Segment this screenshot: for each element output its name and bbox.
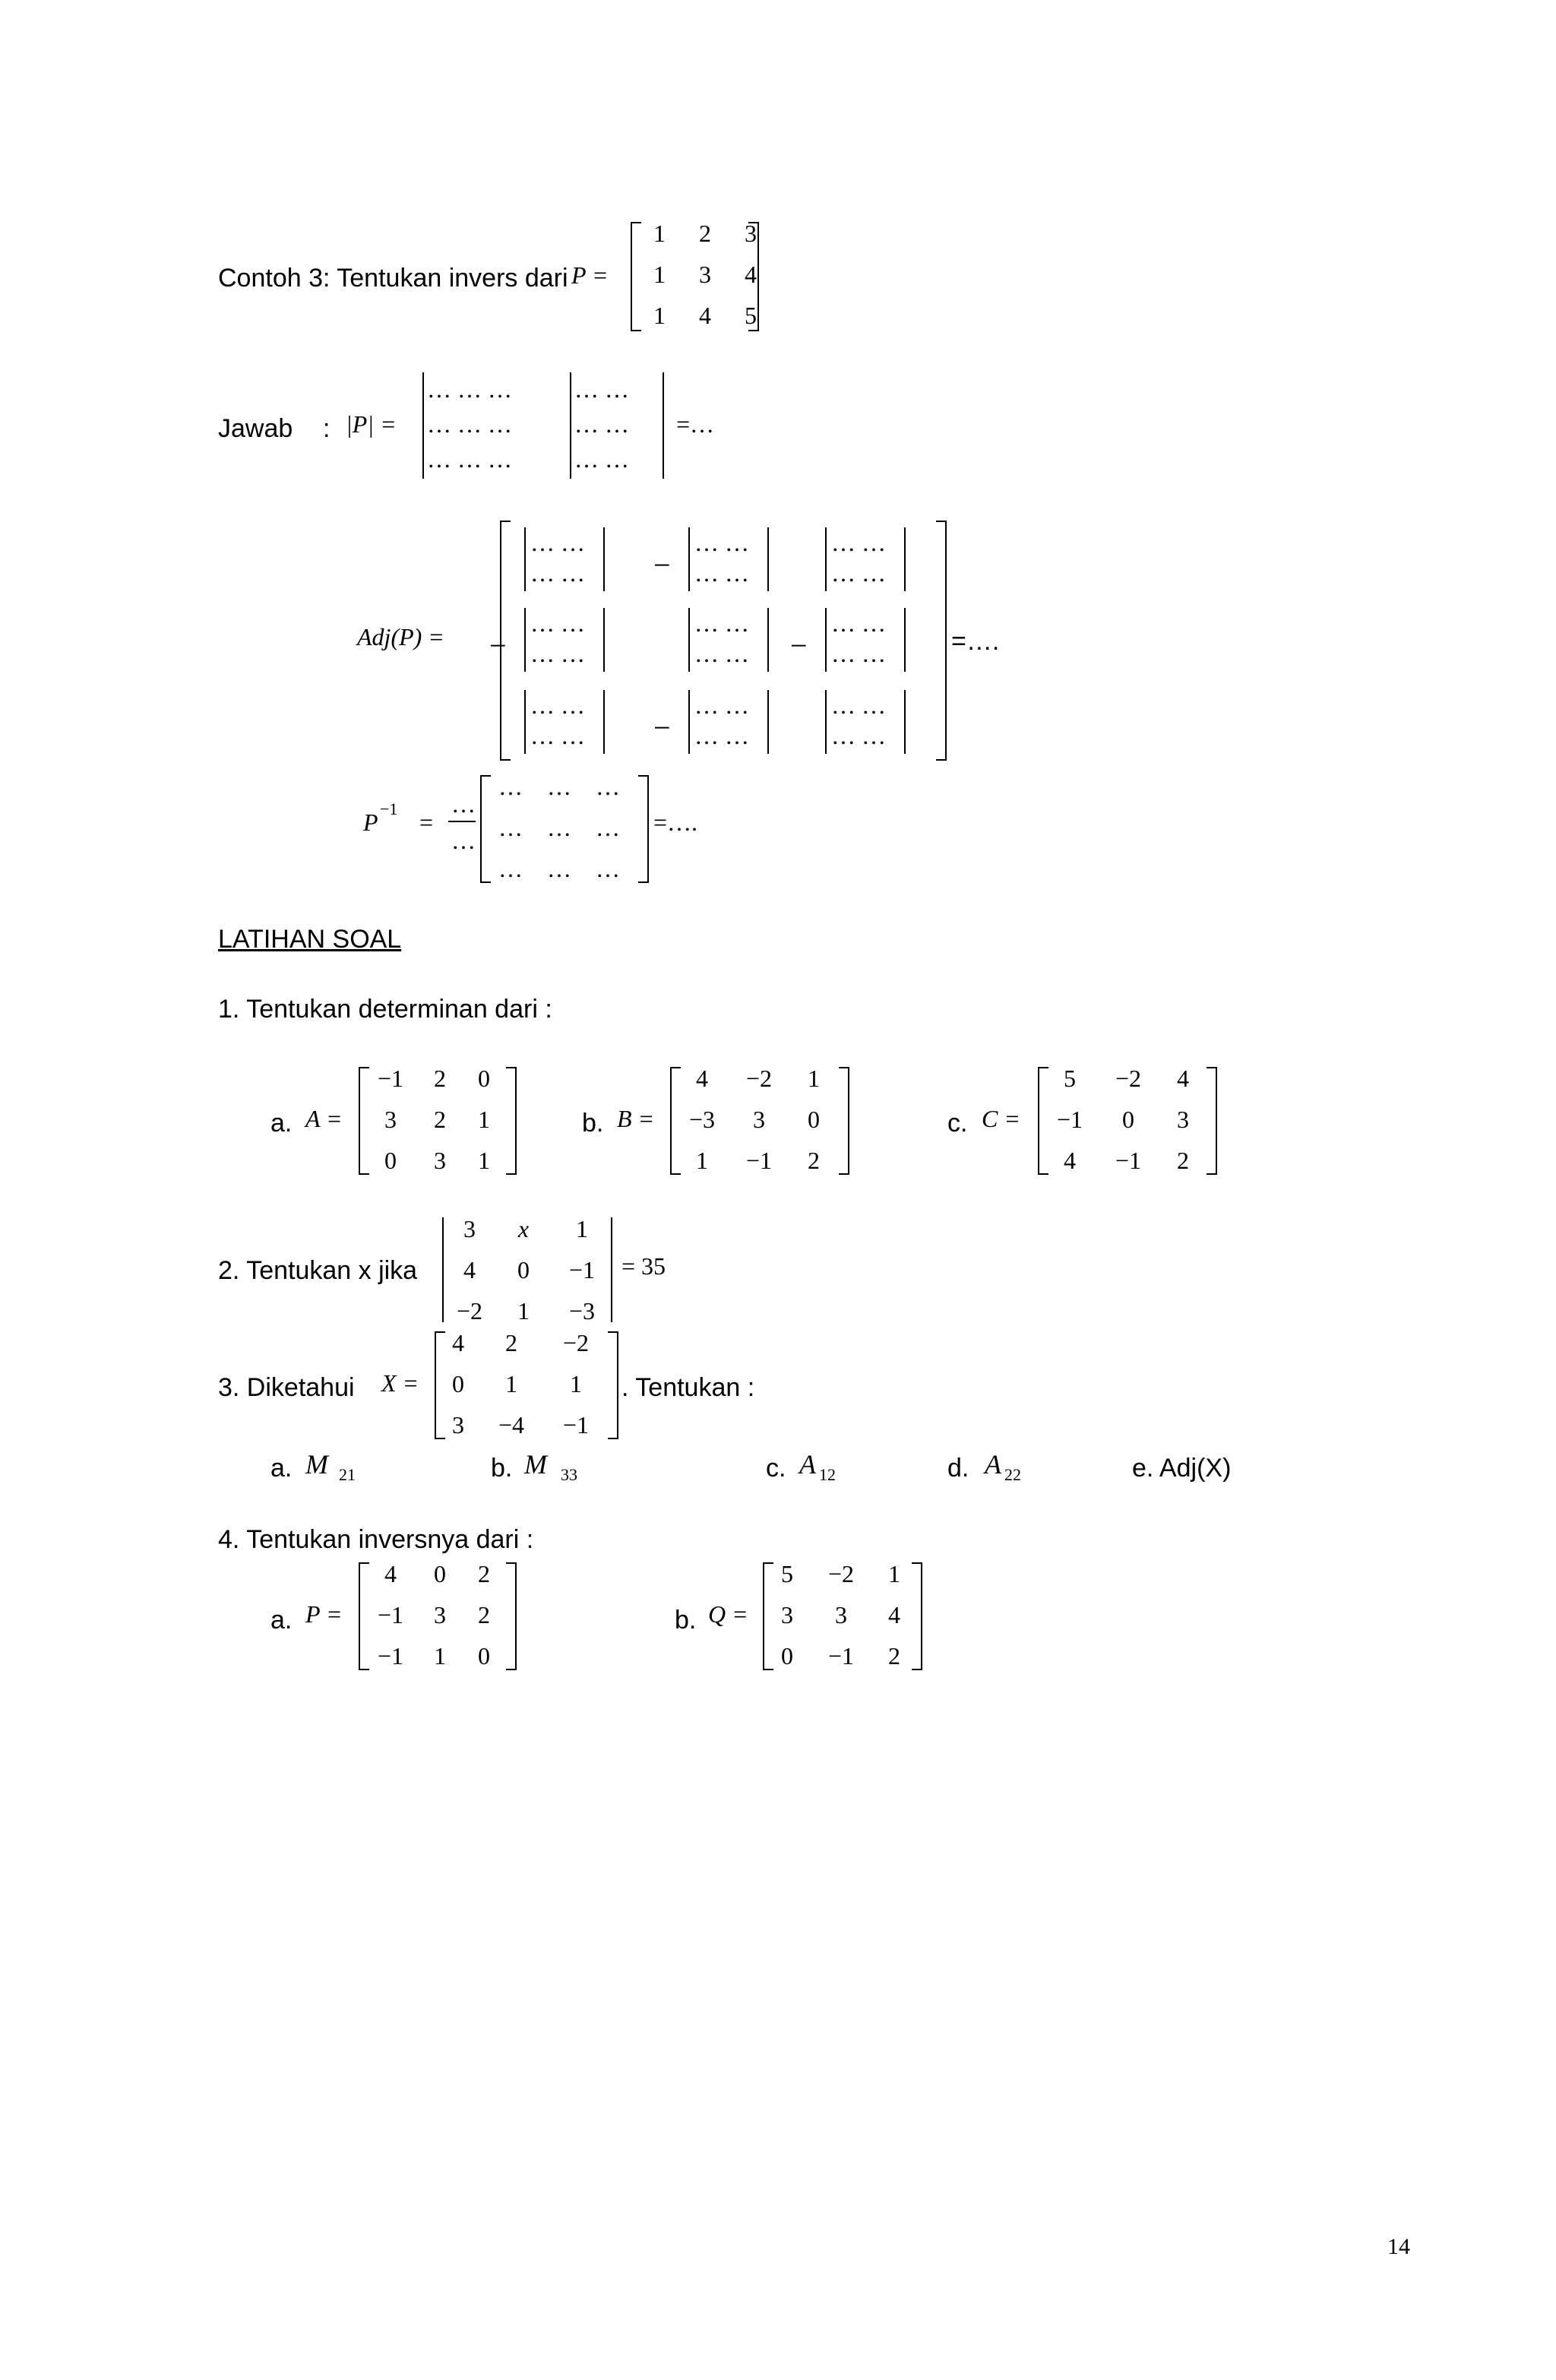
minor-placeholder: … … <box>530 529 585 556</box>
matrix-cell: 2 <box>434 1065 446 1092</box>
q3c-label: c. <box>766 1454 786 1483</box>
matrix-cell: 2 <box>888 1642 900 1669</box>
matrix-cell: 1 <box>696 1147 708 1174</box>
example3-var: P = <box>571 261 609 289</box>
matrix-cell: 1 <box>505 1370 517 1397</box>
minor-bar-right <box>904 608 906 672</box>
matrix-cell: 2 <box>434 1106 446 1133</box>
q1c-label: c. <box>947 1109 968 1138</box>
minor-placeholder: … … <box>530 609 585 637</box>
matrix-cell: 2 <box>1177 1147 1189 1174</box>
matrix-cell: 5 <box>1064 1065 1076 1092</box>
det-placeholder-left: … … … <box>427 410 512 438</box>
answer-colon: : <box>323 414 330 443</box>
matrix-cell: 4 <box>384 1560 397 1587</box>
matrix-cell: 4 <box>1064 1147 1076 1174</box>
minor-placeholder: … … <box>694 722 749 749</box>
minor-placeholder: … … <box>831 559 886 587</box>
q3d-label: d. <box>947 1454 969 1483</box>
q3e-label: e. Adj(X) <box>1132 1454 1232 1483</box>
matrix-cell: 1 <box>653 302 666 329</box>
matrix-cell: −2 <box>1115 1065 1142 1092</box>
q1b-var: B = <box>617 1105 655 1132</box>
matrix-cell: … <box>547 773 571 800</box>
matrix-cell: 3 <box>434 1601 446 1628</box>
minor-bar-right <box>603 608 605 672</box>
cofactor-minus-sign: − <box>790 628 808 663</box>
minor-bar-right <box>904 527 906 591</box>
matrix-cell: 3 <box>745 220 757 247</box>
matrix-cell: 3 <box>835 1601 847 1628</box>
q3b-sym: M <box>524 1449 547 1480</box>
matrix-cell: −1 <box>568 1256 596 1283</box>
example3-label: Contoh 3: Tentukan invers dari <box>218 264 568 293</box>
matrix-cell: 0 <box>517 1256 530 1283</box>
matrix-cell: 3 <box>384 1106 397 1133</box>
matrix-cell: 3 <box>452 1411 464 1438</box>
minor-placeholder: … … <box>831 692 886 719</box>
minor-placeholder: … … <box>831 640 886 667</box>
minor-placeholder: … … <box>694 529 749 556</box>
minor-placeholder: … … <box>831 722 886 749</box>
matrix-cell: 5 <box>781 1560 793 1587</box>
matrix-cell: −1 <box>562 1411 590 1438</box>
matrix-cell: 1 <box>888 1560 900 1587</box>
matrix-cell: −1 <box>827 1642 855 1669</box>
minor-bar-left <box>524 527 526 591</box>
matrix-cell: 0 <box>781 1642 793 1669</box>
matrix-cell: … <box>498 855 523 882</box>
matrix-cell: −2 <box>827 1560 855 1587</box>
minor-bar-left <box>825 690 827 754</box>
matrix-cell: −1 <box>377 1065 404 1092</box>
q1b-label: b. <box>582 1109 604 1138</box>
minor-placeholder: … … <box>694 559 749 587</box>
q3-after: . Tentukan : <box>621 1373 755 1402</box>
det-placeholder-left: … … … <box>427 375 512 403</box>
matrix-cell: 2 <box>478 1560 490 1587</box>
page-number: 14 <box>1387 2234 1410 2259</box>
matrix-cell: 4 <box>1177 1065 1189 1092</box>
q4-label: 4. Tentukan inversnya dari : <box>218 1525 534 1554</box>
matrix-cell: −1 <box>377 1601 404 1628</box>
matrix-cell: 0 <box>384 1147 397 1174</box>
inv-label: P <box>363 809 378 836</box>
q3d-sym: A <box>985 1449 1001 1480</box>
adj-result: =…. <box>951 627 1000 656</box>
q3-label: 3. Diketahui <box>218 1373 355 1402</box>
matrix-cell: −3 <box>568 1297 596 1325</box>
minor-bar-left <box>688 690 690 754</box>
matrix-cell: 1 <box>653 261 666 288</box>
q3-var: X = <box>381 1369 419 1397</box>
matrix-cell: … <box>547 855 571 882</box>
matrix-cell: −1 <box>1056 1106 1083 1133</box>
matrix-cell: 4 <box>463 1256 476 1283</box>
matrix-cell: 4 <box>745 261 757 288</box>
matrix-cell: 1 <box>517 1297 530 1325</box>
matrix-cell: 4 <box>699 302 711 329</box>
inv-eq: = <box>419 809 434 836</box>
q1-label: 1. Tentukan determinan dari : <box>218 995 552 1024</box>
minor-bar-right <box>603 690 605 754</box>
matrix-cell: … <box>596 814 620 841</box>
matrix-cell: −1 <box>1115 1147 1142 1174</box>
matrix-cell: 3 <box>434 1147 446 1174</box>
cofactor-minus-sign: − <box>489 628 507 663</box>
matrix-cell: 1 <box>434 1642 446 1669</box>
inv-result: =…. <box>653 809 698 836</box>
matrix-cell: 2 <box>505 1329 517 1356</box>
matrix-cell: 0 <box>808 1106 820 1133</box>
matrix-cell: −1 <box>377 1642 404 1669</box>
matrix-cell: 0 <box>478 1065 490 1092</box>
minor-placeholder: … … <box>530 640 585 667</box>
matrix-cell: −4 <box>498 1411 525 1438</box>
frac-num: … <box>451 790 476 818</box>
minor-bar-right <box>767 527 769 591</box>
q3c-sym: A <box>799 1449 816 1480</box>
minor-placeholder: … … <box>530 559 585 587</box>
minor-placeholder: … … <box>831 609 886 637</box>
minor-bar-left <box>688 527 690 591</box>
matrix-cell: 3 <box>753 1106 765 1133</box>
inv-sup: −1 <box>380 799 398 818</box>
matrix-cell: 1 <box>478 1147 490 1174</box>
q4a-var: P = <box>305 1600 343 1628</box>
matrix-cell: 3 <box>1177 1106 1189 1133</box>
q4b-var: Q = <box>708 1600 748 1628</box>
matrix-cell: … <box>498 814 523 841</box>
cofactor-minus-sign: − <box>653 711 671 745</box>
minor-bar-right <box>767 690 769 754</box>
latihan-heading: LATIHAN SOAL <box>218 925 402 954</box>
matrix-cell: 1 <box>478 1106 490 1133</box>
matrix-cell: 2 <box>808 1147 820 1174</box>
q3a-label: a. <box>270 1454 293 1483</box>
minor-bar-left <box>825 527 827 591</box>
frac-bar <box>448 821 476 822</box>
q4b-label: b. <box>675 1606 697 1635</box>
minor-bar-left <box>825 608 827 672</box>
minor-bar-right <box>767 608 769 672</box>
frac-den: … <box>451 827 476 854</box>
matrix-cell: 3 <box>699 261 711 288</box>
matrix-cell: −2 <box>456 1297 483 1325</box>
minor-placeholder: … … <box>694 692 749 719</box>
q2-result: = 35 <box>621 1252 666 1280</box>
q1c-var: C = <box>982 1105 1020 1132</box>
det-placeholder-right: … … <box>574 445 629 473</box>
minor-bar-right <box>904 690 906 754</box>
matrix-cell: 3 <box>463 1215 476 1242</box>
minor-bar-left <box>688 608 690 672</box>
matrix-cell: … <box>596 773 620 800</box>
q3c-sub: 12 <box>819 1465 836 1484</box>
det-placeholder-right: … … <box>574 410 629 438</box>
q2-label: 2. Tentukan x jika <box>218 1256 418 1285</box>
q3b-sub: 33 <box>561 1465 577 1484</box>
minor-placeholder: … … <box>831 529 886 556</box>
q4a-label: a. <box>270 1606 293 1635</box>
minor-bar-right <box>603 527 605 591</box>
matrix-cell: −2 <box>745 1065 773 1092</box>
matrix-cell: 1 <box>808 1065 820 1092</box>
matrix-cell: −3 <box>688 1106 716 1133</box>
matrix-cell: 4 <box>452 1329 464 1356</box>
matrix-cell: 4 <box>888 1601 900 1628</box>
matrix-cell: 1 <box>570 1370 582 1397</box>
answer-label: Jawab <box>218 414 293 443</box>
matrix-cell: −2 <box>562 1329 590 1356</box>
matrix-cell: 1 <box>576 1215 588 1242</box>
matrix-cell: 1 <box>653 220 666 247</box>
matrix-cell: … <box>547 814 571 841</box>
det-left: |P| = <box>346 410 397 438</box>
minor-placeholder: … … <box>694 609 749 637</box>
matrix-cell: 0 <box>1122 1106 1134 1133</box>
minor-placeholder: … … <box>530 692 585 719</box>
matrix-cell: … <box>596 855 620 882</box>
q1a-var: A = <box>305 1105 343 1132</box>
matrix-cell: 0 <box>434 1560 446 1587</box>
matrix-cell: −1 <box>745 1147 773 1174</box>
matrix-cell: … <box>498 773 523 800</box>
minor-bar-left <box>524 608 526 672</box>
q1a-label: a. <box>270 1109 293 1138</box>
matrix-cell: 4 <box>696 1065 708 1092</box>
q3d-sub: 22 <box>1004 1465 1021 1484</box>
matrix-cell: 2 <box>699 220 711 247</box>
matrix-cell: 2 <box>478 1601 490 1628</box>
matrix-cell: x <box>517 1215 530 1242</box>
minor-bar-left <box>524 690 526 754</box>
minor-placeholder: … … <box>530 722 585 749</box>
q3a-sub: 21 <box>339 1465 356 1484</box>
adj-label: Adj(P) = <box>357 623 444 650</box>
det-placeholder-left: … … … <box>427 445 512 473</box>
minor-placeholder: … … <box>694 640 749 667</box>
matrix-cell: 0 <box>452 1370 464 1397</box>
det-placeholder-right: … … <box>574 375 629 403</box>
matrix-cell: 0 <box>478 1642 490 1669</box>
det-result: =… <box>676 410 715 438</box>
cofactor-minus-sign: − <box>653 548 671 582</box>
matrix-cell: 5 <box>745 302 757 329</box>
q3a-sym: M <box>305 1449 328 1480</box>
q3b-label: b. <box>491 1454 513 1483</box>
matrix-cell: 3 <box>781 1601 793 1628</box>
